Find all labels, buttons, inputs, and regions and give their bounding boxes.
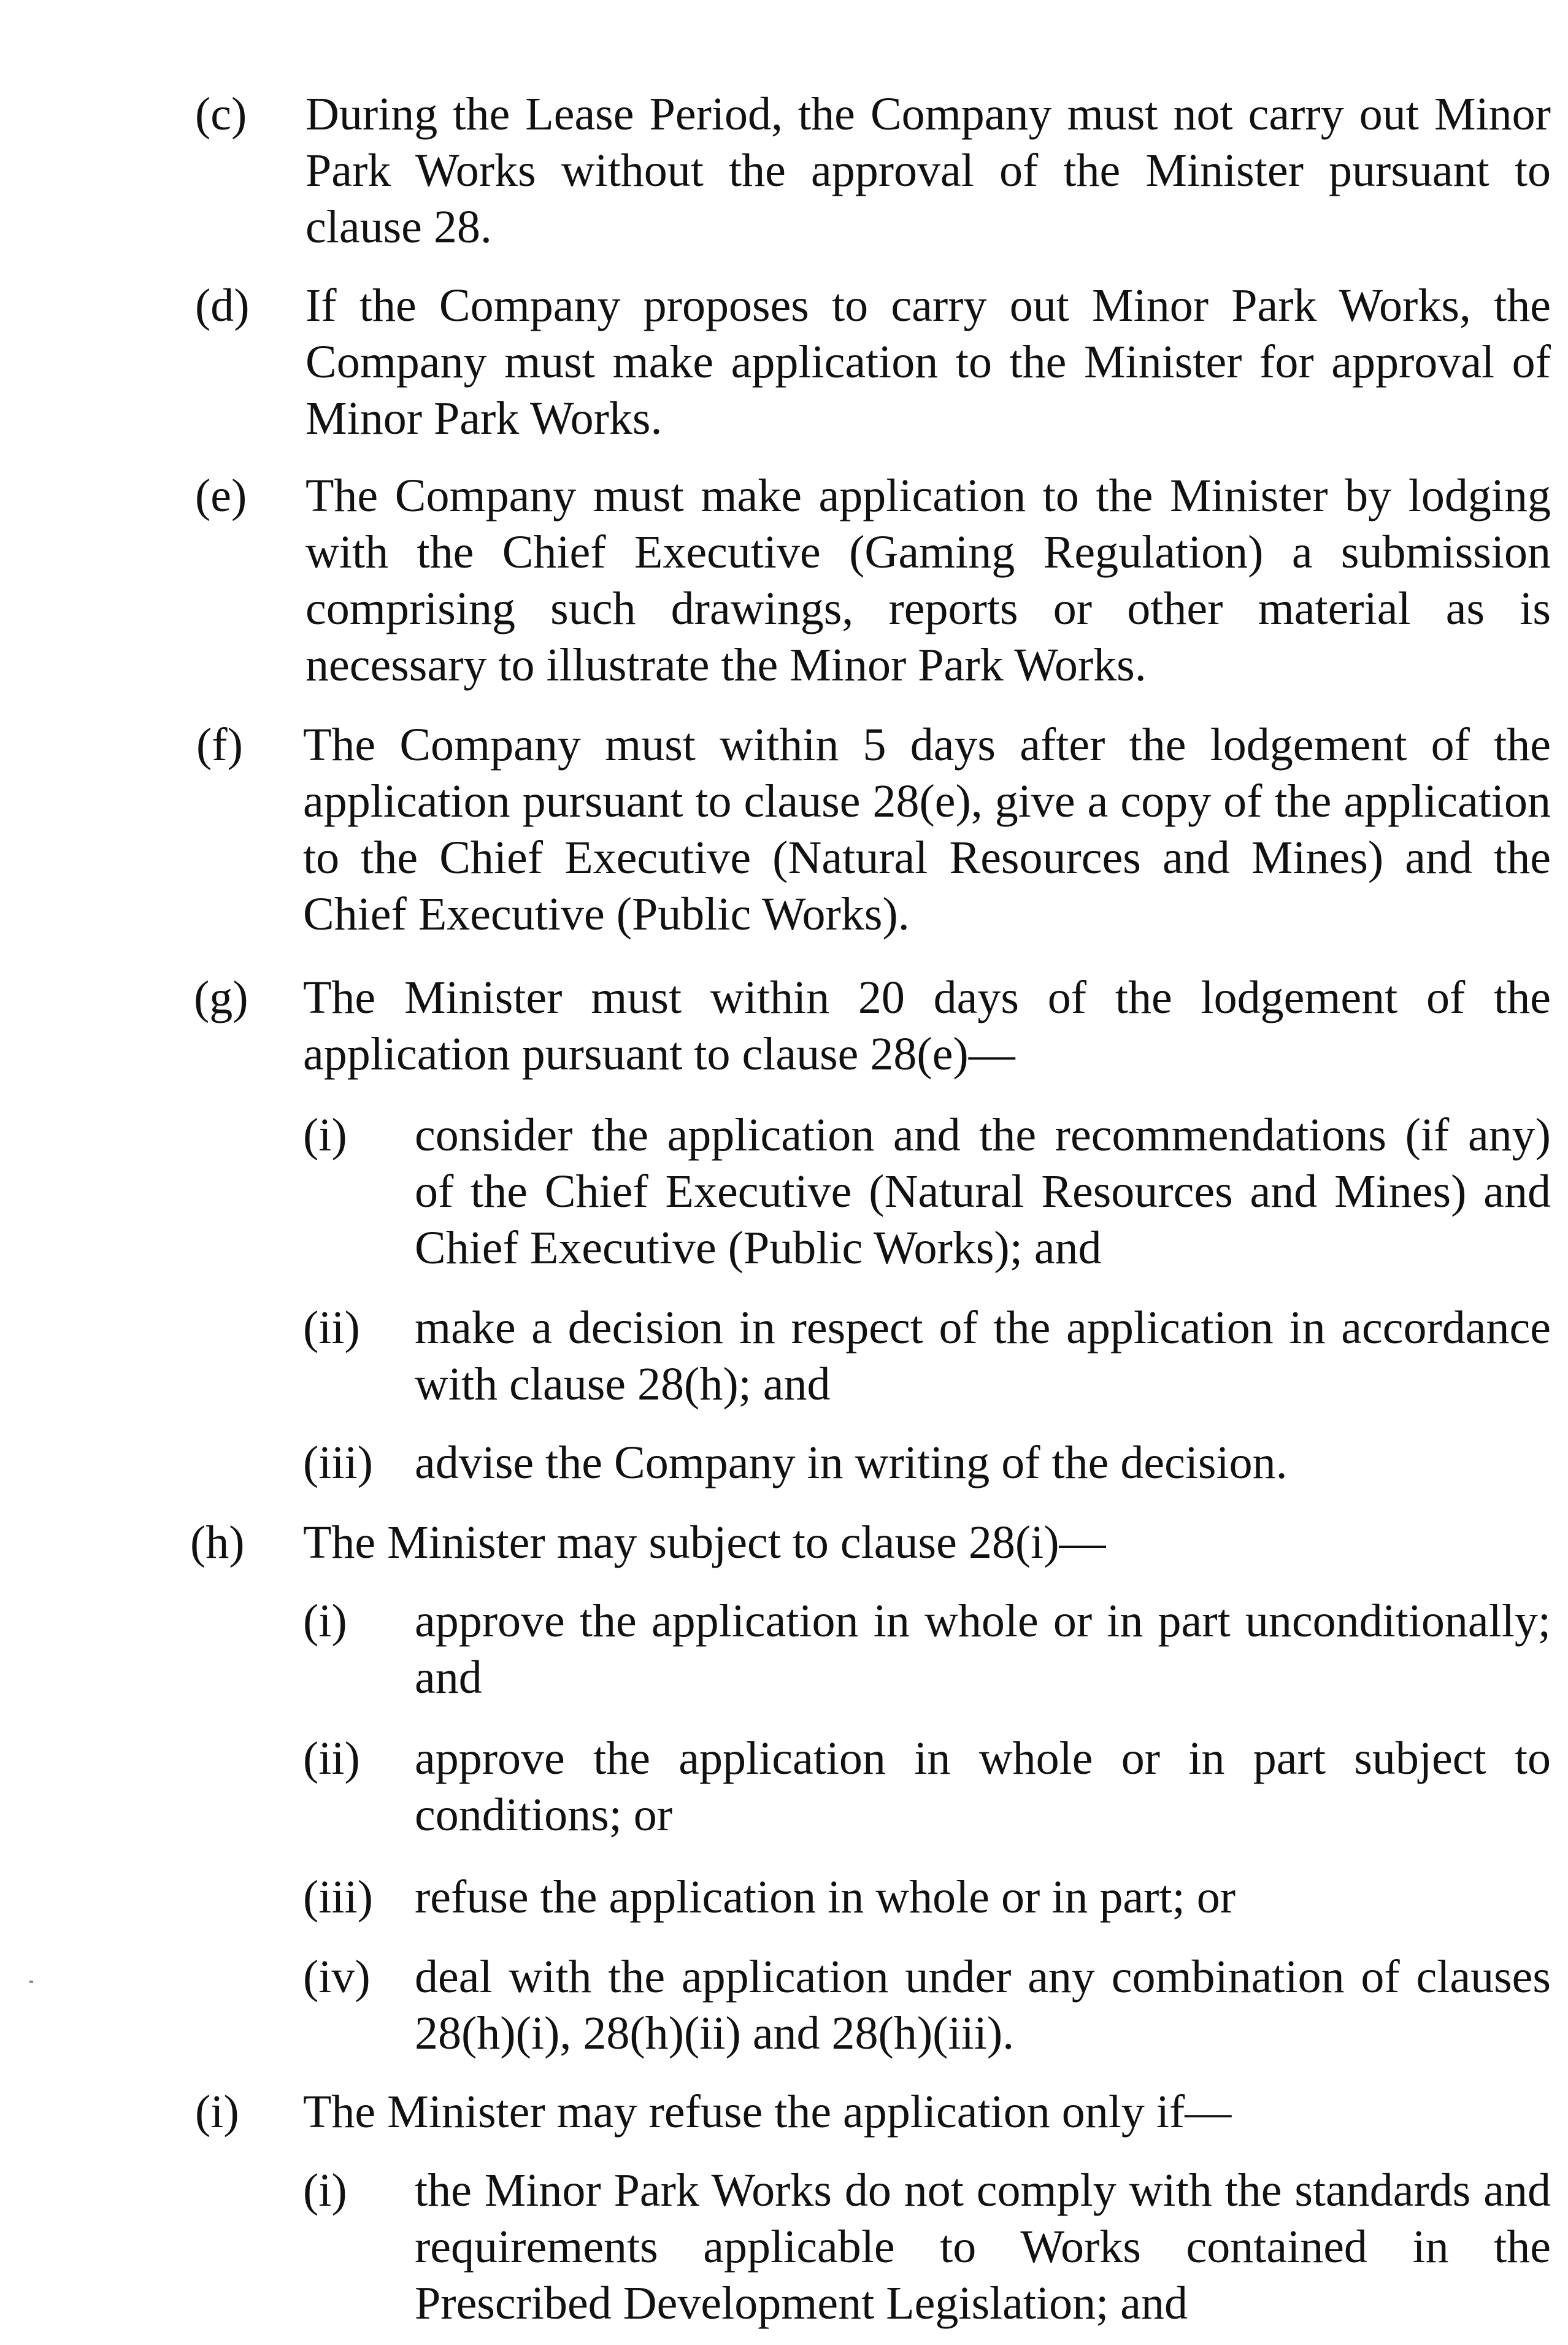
clause-g-item-i-label: (i) [303, 1109, 347, 1161]
clause-h-item-i-label: (i) [303, 1595, 347, 1647]
clause-d-label: (d) [195, 280, 250, 331]
clause-h-item-ii-text: approve the application in whole or in part subject to conditions; or [415, 1733, 1551, 1841]
clause-h-item-i-text: approve the application in whole or in part unconditionally; and [415, 1595, 1551, 1703]
clause-i-label: (i) [195, 2086, 239, 2138]
scan-speck [29, 1981, 33, 1983]
clause-g-text: The Minister must within 20 days of the lodgement of the application pursuant to clause 28(e)— [303, 972, 1551, 1080]
clause-h-item-iii-text: refuse the application in whole or in part; or [415, 1871, 1236, 1923]
clause-g-item-ii-label: (ii) [303, 1302, 360, 1353]
clause-i-item-i-label: (i) [303, 2165, 347, 2216]
clause-d-text: If the Company proposes to carry out Minor Park Works, the Company must make application to the Minister for approval of Minor Park Works. [306, 280, 1551, 444]
clause-f-label: (f) [196, 719, 243, 771]
clause-f-text: The Company must within 5 days after the lodgement of the application pursuant to clause 28(e), give a copy of the application to the Chief Executive (Natural Resources and Mines) and the Chief Executive (Public Works). [303, 719, 1551, 940]
clause-g-item-ii-text: make a decision in respect of the application in accordance with clause 28(h); and [415, 1302, 1551, 1410]
clause-h-item-ii-label: (ii) [303, 1733, 360, 1784]
clause-g-item-iii-text: advise the Company in writing of the decision. [415, 1437, 1288, 1488]
clause-g-item-iii-label: (iii) [303, 1437, 373, 1488]
clause-i-text: The Minister may refuse the application only if— [303, 2086, 1232, 2138]
clause-c-label: (c) [195, 88, 247, 140]
clause-e-text: The Company must make application to the Minister by lodging with the Chief Executive (Gaming Regulation) a submission comprising such drawings, reports or other material as is necessary to illustrate the Minor Park Works. [306, 470, 1551, 691]
clause-g-label: (g) [194, 972, 248, 1023]
clause-g-item-i-text: consider the application and the recommendations (if any) of the Chief Executive (Natural Resources and Mines) and Chief Executive (Public Works); and [415, 1109, 1551, 1274]
clause-h-item-iv-label: (iv) [303, 1951, 371, 2003]
clause-h-label: (h) [190, 1517, 245, 1568]
clause-i-item-i-text: the Minor Park Works do not comply with the standards and requirements applicable to Works contained in the Prescribed Development Legislation; and [415, 2165, 1551, 2329]
clause-h-text: The Minister may subject to clause 28(i)— [303, 1517, 1106, 1568]
clause-h-item-iii-label: (iii) [303, 1871, 373, 1923]
clause-e-label: (e) [195, 470, 247, 522]
clause-c-text: During the Lease Period, the Company must not carry out Minor Park Works without the approval of the Minister pursuant to clause 28. [306, 88, 1551, 253]
clause-h-item-iv-text: deal with the application under any combination of clauses 28(h)(i), 28(h)(ii) and 28(h)(iii). [415, 1951, 1551, 2059]
